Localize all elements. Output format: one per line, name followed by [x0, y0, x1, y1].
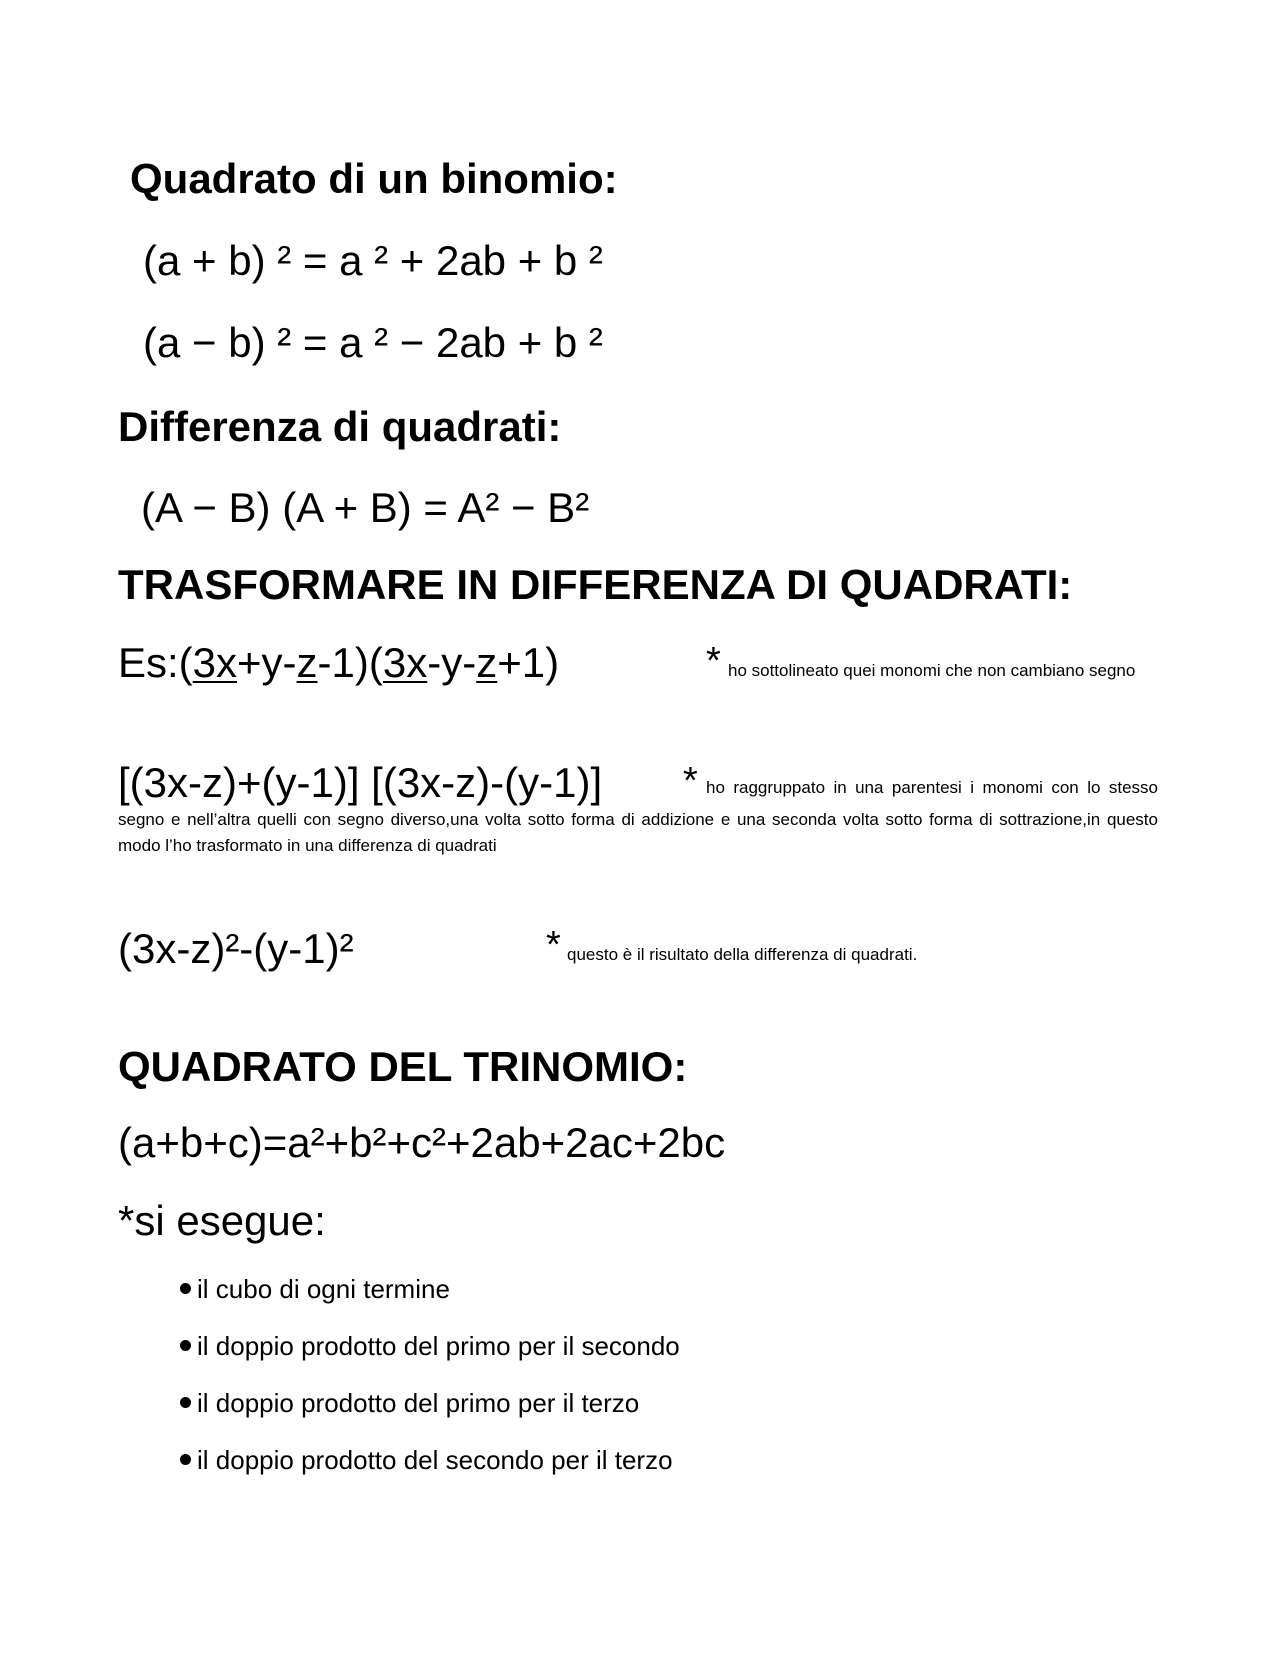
formula-binomial-plus: (a + b) ² = a ² + 2ab + b ²	[143, 237, 603, 284]
example-part: +y-	[237, 639, 297, 686]
formula-difference-of-squares: (A − B) (A + B) = A² − B²	[141, 484, 590, 531]
example-expression	[118, 639, 560, 686]
formula-binomial-minus: (a − b) ² = a ² − 2ab + b ²	[143, 319, 603, 366]
trinomial-intro: *si esegue:	[118, 1197, 326, 1244]
bullet-item	[180, 1276, 450, 1302]
bullet-icon	[180, 1340, 191, 1351]
bullet-item	[180, 1447, 673, 1473]
example-underlined-monomial: 3x	[192, 639, 238, 686]
asterisk-note-2: *	[683, 760, 698, 802]
bullet-item	[180, 1390, 639, 1416]
note-underlined: ho sottolineato quei monomi che non cambiano segno	[728, 661, 1136, 680]
example-part: Es:(	[118, 639, 193, 686]
heading-difference-of-squares: Differenza di quadrati:	[118, 403, 562, 450]
bullet-text: il cubo di ogni termine	[197, 1274, 450, 1304]
result-expression: (3x-z)²-(y-1)²	[118, 925, 354, 972]
example-part: +1)	[497, 639, 560, 686]
note-grouping-first-line: ho raggruppato in una parentesi i monomi con lo stesso	[706, 778, 1158, 797]
grouped-expression: [(3x-z)+(y-1)] [(3x-z)-(y-1)]	[118, 759, 603, 806]
example-underlined-monomial: z	[296, 639, 318, 686]
example-underlined-monomial: z	[476, 639, 498, 686]
formula-trinomial-square: (a+b+c)=a²+b²+c²+2ab+2ac+2bc	[118, 1119, 726, 1166]
heading-binomial-square: Quadrato di un binomio:	[130, 155, 618, 202]
heading-trinomial-square: QUADRATO DEL TRINOMIO:	[118, 1043, 688, 1090]
note-result: questo è il risultato della differenza di quadrati.	[567, 945, 918, 964]
bullet-text: il doppio prodotto del primo per il secondo	[197, 1331, 680, 1361]
heading-transform: TRASFORMARE IN DIFFERENZA DI QUADRATI:	[118, 561, 1073, 608]
example-underlined-monomial: 3x	[382, 639, 428, 686]
bullet-icon	[180, 1454, 191, 1465]
bullet-icon	[180, 1283, 191, 1294]
bullet-item	[180, 1333, 680, 1359]
asterisk-note-1: *	[706, 640, 721, 682]
note-grouping-paragraph: segno e nell’altra quelli con segno diverso,una volta sotto forma di addizione e una seconda volta sotto forma di sottrazione,in questo modo l’ho trasformato in una differenza di quadrati	[118, 810, 1158, 855]
asterisk-note-3: *	[546, 924, 561, 966]
bullet-icon	[180, 1397, 191, 1408]
example-part: -y-	[427, 639, 477, 686]
example-part: -1)(	[317, 639, 383, 686]
bullet-text: il doppio prodotto del primo per il terzo	[197, 1388, 640, 1418]
bullet-text: il doppio prodotto del secondo per il terzo	[197, 1445, 673, 1475]
